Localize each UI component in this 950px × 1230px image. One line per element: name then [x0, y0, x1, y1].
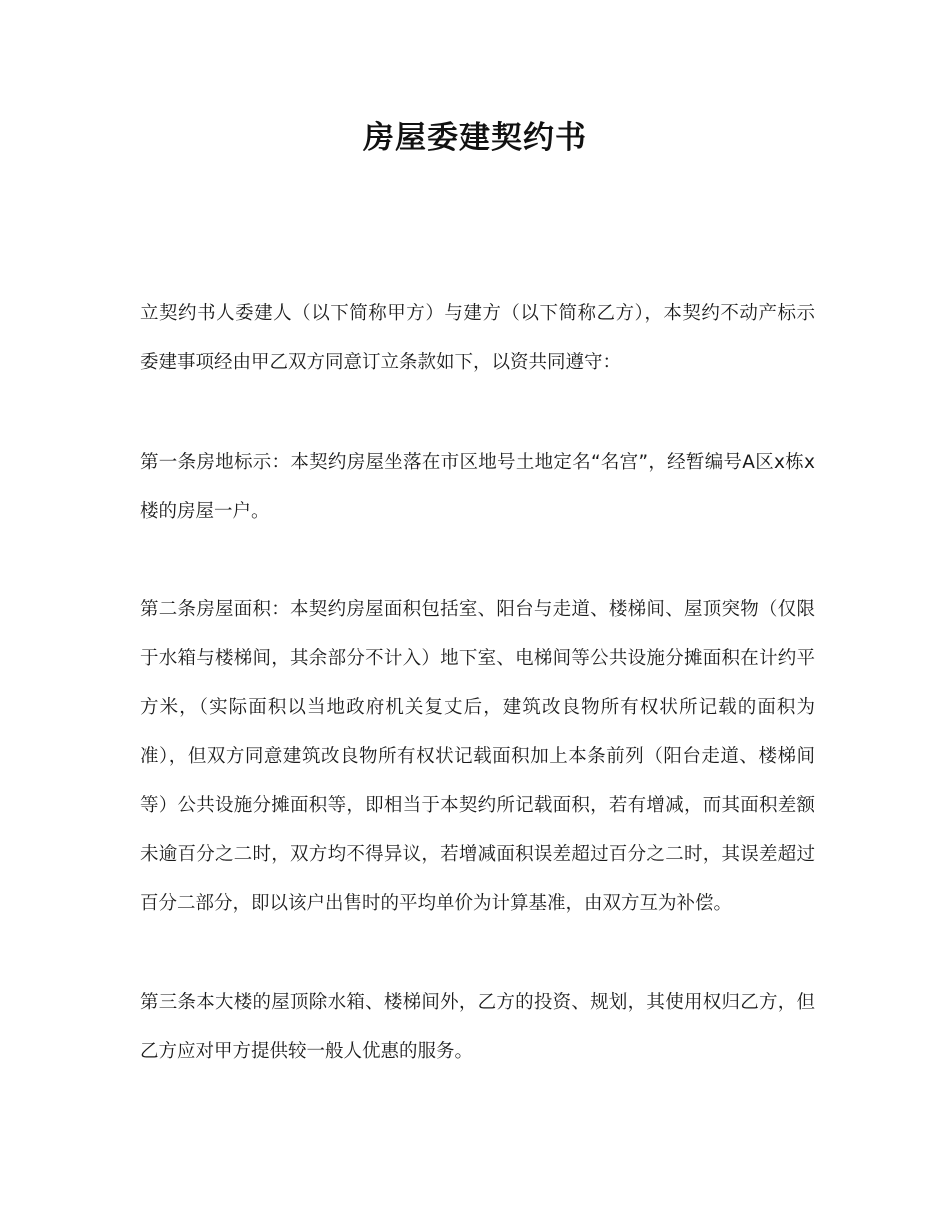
paragraph-preamble: 立契约书人委建人（以下简称甲方）与建方（以下简称乙方），本契约不动产标示委建事项经由甲乙双方同意订立条款如下，以资共同遵守： [140, 303, 815, 373]
paragraph-article-1: 第一条房地标示：本契约房屋坐落在市区地号土地定名“名宫”，经暂编号A区x栋x楼的房屋一户。 [140, 452, 815, 522]
paragraph-article-2: 第二条房屋面积：本契约房屋面积包括室、阳台与走道、楼梯间、屋顶突物（仅限于水箱与楼梯间，其余部分不计入）地下室、电梯间等公共设施分摊面积在计约平方米，（实际面积以当地政府机关复丈后，建筑改良物所有权状所记载的面积为准），但双方同意建筑改良物所有权状记载面积加上本条前列（阳台走道、楼梯间等）公共设施分摊面积等，即相当于本契约所记载面积，若有增减，而其面积差额未逾百分之二时，双方均不得异议，若增减面积误差超过百分之二时，其误差超过百分二部分，即以该户出售时的平均单价为计算基准，由双方互为补偿。 [140, 599, 815, 914]
document-title: 房屋委建契约书 [363, 120, 587, 156]
paragraph-article-3: 第三条本大楼的屋顶除水箱、楼梯间外，乙方的投资、规划，其使用权归乙方，但乙方应对甲方提供较一般人优惠的服务。 [140, 992, 815, 1062]
